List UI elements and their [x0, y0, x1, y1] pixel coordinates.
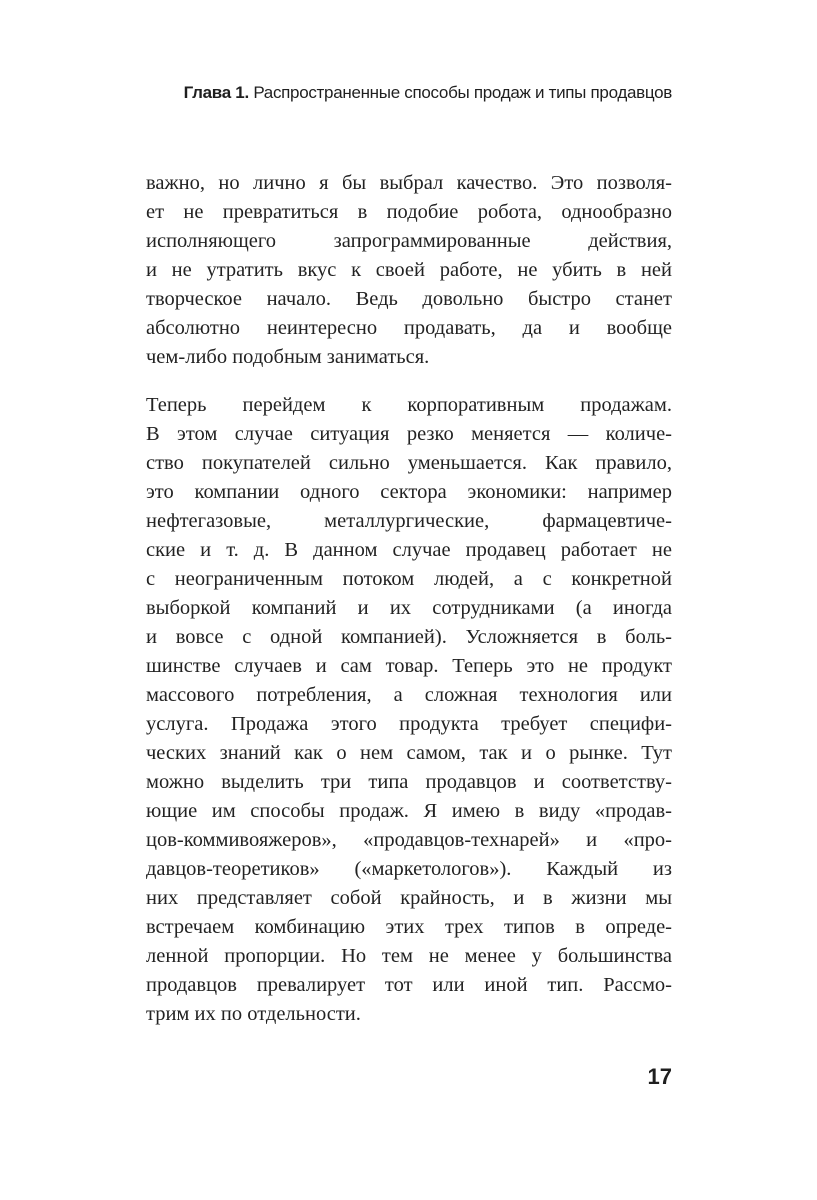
paragraph-2	[146, 391, 672, 1029]
chapter-label: Глава 1.	[183, 83, 249, 102]
text-line: услуга. Продажа этого продукта требует специфи-	[146, 713, 672, 735]
text-line: встречаем комбинацию этих трех типов в опреде-	[146, 916, 672, 938]
chapter-title: Распространенные способы продаж и типы продавцов	[253, 83, 672, 102]
text-line: можно выделить три типа продавцов и соответству-	[146, 771, 672, 793]
text-line: шинстве случаев и сам товар. Теперь это не продукт	[146, 655, 672, 677]
paragraph-1	[146, 169, 672, 372]
text-line: Теперь перейдем к корпоративным продажам.	[146, 394, 672, 416]
text-line: ленной пропорции. Но тем не менее у большинства	[146, 945, 672, 967]
running-header	[172, 81, 672, 105]
text-line: массового потребления, а сложная технология или	[146, 684, 672, 706]
text-line: абсолютно неинтересно продавать, да и вообще	[146, 317, 672, 339]
text-line: ющие им способы продаж. Я имею в виду «продав-	[146, 800, 672, 822]
text-line: исполняющего запрограммированные действия,	[146, 230, 672, 252]
text-line: них представляет собой крайность, и в жизни мы	[146, 887, 672, 909]
text-line: творческое начало. Ведь довольно быстро станет	[146, 288, 672, 310]
text-line: В этом случае ситуация резко меняется — количе-	[146, 423, 672, 445]
text-line: трим их по отдельности.	[146, 1003, 361, 1025]
text-line: чем-либо подобным заниматься.	[146, 346, 430, 368]
text-line: ство покупателей сильно уменьшается. Как правило,	[146, 452, 672, 474]
text-line: выборкой компаний и их сотрудниками (а иногда	[146, 597, 672, 619]
text-line: цов-коммивояжеров», «продавцов-технарей» и «про-	[146, 829, 672, 851]
text-line: с неограниченным потоком людей, а с конкретной	[146, 568, 672, 590]
text-line: ские и т. д. В данном случае продавец работает не	[146, 539, 672, 561]
text-line: и не утратить вкус к своей работе, не убить в ней	[146, 259, 672, 281]
text-line: продавцов превалирует тот или иной тип. Рассмо-	[146, 974, 672, 996]
text-line: нефтегазовые, металлургические, фармацевтиче-	[146, 510, 672, 532]
text-line: ческих знаний как о нем самом, так и о рынке. Тут	[146, 742, 672, 764]
text-line: это компании одного сектора экономики: например	[146, 481, 672, 503]
text-line: ет не превратиться в подобие робота, однообразно	[146, 201, 672, 223]
text-line: и вовсе с одной компанией). Усложняется в боль-	[146, 626, 672, 648]
page-number: 17	[647, 1064, 672, 1089]
text-line: важно, но лично я бы выбрал качество. Это позволя-	[146, 172, 672, 194]
text-line: давцов-теоретиков» («маркетологов»). Каждый из	[146, 858, 672, 880]
